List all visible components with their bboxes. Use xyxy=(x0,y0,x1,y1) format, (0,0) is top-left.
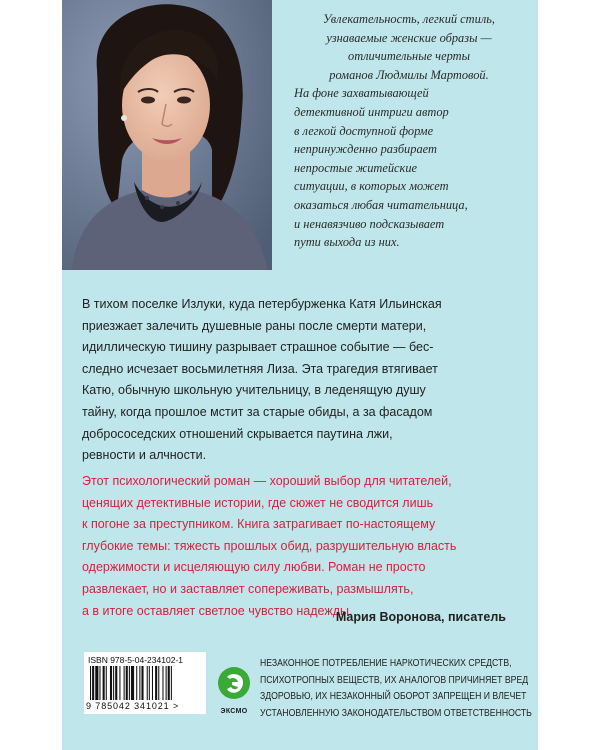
legal-warning xyxy=(260,656,532,722)
isbn-barcode xyxy=(84,652,206,714)
publisher-name: ЭКСМО xyxy=(220,708,248,715)
summary-line: приезжает залечить душевные раны после смерти матери, xyxy=(82,318,427,333)
plot-summary xyxy=(82,294,532,467)
barcode-bar xyxy=(152,666,153,700)
barcode-bar xyxy=(141,666,143,700)
author-blurb-line: отличительные черты xyxy=(348,49,470,64)
barcode-bar xyxy=(110,666,112,700)
author-blurb-line: непринужденно разбирает xyxy=(294,142,437,157)
barcode-bar xyxy=(119,666,120,700)
review-signature: Мария Воронова, писатель xyxy=(335,610,506,624)
summary-line: В тихом поселке Излуки, куда петербурженка Катя Ильинская xyxy=(82,297,442,311)
barcode-bars xyxy=(90,666,200,700)
barcode-bar xyxy=(124,666,125,700)
review-line: развлекает, но и заставляет сопереживать, размышлять, xyxy=(82,581,414,596)
barcode-bar xyxy=(90,666,91,700)
review-line: ценящих детективные истории, где сюжет не сводится лишь xyxy=(82,495,434,510)
author-blurb-line: пути выхода из них. xyxy=(294,235,400,250)
barcode-bar xyxy=(168,666,170,700)
warning-line: НЕЗАКОННОЕ ПОТРЕБЛЕНИЕ НАРКОТИЧЕСКИХ СРЕДСТВ, xyxy=(260,658,512,669)
ean-digits: 9 785042 341021 > xyxy=(86,701,180,711)
author-blurb-line: узнаваемые женские образы — xyxy=(326,30,492,45)
warning-line: ПСИХОТРОПНЫХ ВЕЩЕСТВ, ИХ АНАЛОГОВ ПРИЧИНЯЕТ ВРЕД xyxy=(260,674,529,686)
barcode-bar xyxy=(92,666,94,700)
author-blurb-line: детективной интриги автор xyxy=(294,104,449,119)
publisher-logo xyxy=(216,664,252,714)
author-photo xyxy=(62,0,272,270)
author-blurb-line: На фоне захватывающей xyxy=(294,86,429,101)
book-back-cover xyxy=(62,0,538,750)
barcode-bar xyxy=(162,666,163,700)
barcode-bar xyxy=(129,666,130,700)
review-line: а в итоге оставляет светлое чувство надежды. xyxy=(82,603,353,618)
barcode-bar xyxy=(113,666,114,700)
summary-line: идиллическую тишину разрывает страшное событие — бес- xyxy=(82,340,434,355)
review-line: глубокие темы: тяжесть прошлых обид, разрушительную власть xyxy=(82,538,457,553)
review-quote xyxy=(82,471,532,622)
barcode-bar xyxy=(139,666,140,700)
author-blurb-line: ситуации, в которых может xyxy=(294,179,449,194)
author-blurb-line: романов Людмилы Мартовой. xyxy=(329,67,489,82)
author-blurb xyxy=(284,10,534,252)
barcode-bar xyxy=(136,666,137,700)
review-line: к погоне за преступником. Книга затрагивает по-настоящему xyxy=(82,517,436,532)
barcode-bar xyxy=(171,666,172,700)
barcode-bar xyxy=(115,666,117,700)
review-line: одержимости и исцеляющую силу любви. Роман не просто xyxy=(82,560,426,575)
warning-line: УСТАНОВЛЕННУЮ ЗАКОНОДАТЕЛЬСТВОМ ОТВЕТСТВЕННОСТЬ xyxy=(260,707,532,719)
barcode-bar xyxy=(149,666,150,700)
barcode-bar xyxy=(147,666,148,700)
barcode-bar xyxy=(166,666,167,700)
barcode-bar xyxy=(155,666,157,700)
summary-line: тайну, когда прошлое мстит за старые обиды, а за фасадом xyxy=(82,404,433,419)
summary-line: добрососедских отношений скрывается паутина лжи, xyxy=(82,426,393,441)
author-blurb-line: в легкой доступной форме xyxy=(294,123,434,138)
author-blurb-line: оказаться любая читательница, xyxy=(294,197,468,212)
barcode-bar xyxy=(126,666,128,700)
barcode-bar xyxy=(103,666,105,700)
summary-line: Катю, обычную школьную учительницу, в леденящую душу xyxy=(82,383,426,398)
barcode-bar xyxy=(131,666,134,700)
author-blurb-line: Увлекательность, легкий стиль, xyxy=(323,12,495,26)
barcode-bar xyxy=(95,666,98,700)
barcode-bar xyxy=(106,666,107,700)
barcode-bar xyxy=(99,666,100,700)
summary-line: ревности и алчности. xyxy=(82,448,207,463)
summary-line: следно исчезает восьмилетняя Лиза. Эта трагедия втягивает xyxy=(82,361,438,376)
barcode-bar xyxy=(158,666,159,700)
author-blurb-line: непростые житейские xyxy=(294,160,418,175)
warning-line: ЗДОРОВЬЮ, ИХ НЕЗАКОННЫЙ ОБОРОТ ЗАПРЕЩЕН И ВЛЕЧЕТ xyxy=(260,691,527,702)
review-line: Этот психологический роман — хороший выбор для читателей, xyxy=(82,474,452,488)
author-blurb-line: и ненавязчиво подсказывает xyxy=(294,216,445,231)
isbn-number: ISBN 978-5-04-234102-1 xyxy=(88,655,183,665)
eksmo-logo-icon xyxy=(217,664,251,702)
